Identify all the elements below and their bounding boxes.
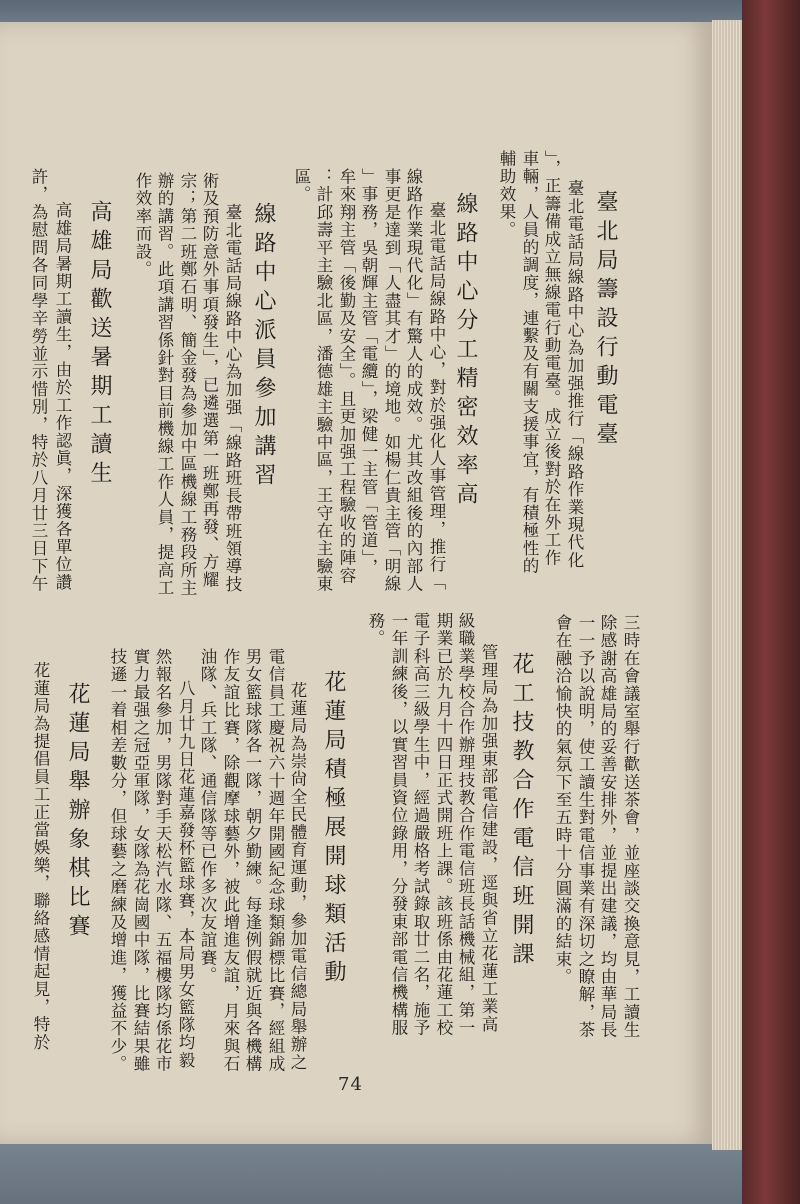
article-line: 務。 bbox=[366, 612, 385, 648]
article-line: 八月廿九日花蓮嘉發杯籃球賽，本局男女籃隊均毅 bbox=[176, 662, 195, 1070]
article-line: 許，為慰問各同學辛勞並示惜別，特於八月廿三日下午 bbox=[29, 168, 48, 593]
article-line: 會在融洽愉快的氣氛下至五時十分圓滿的結束。 bbox=[553, 614, 572, 986]
article-line: 」事務，吳朝輝主管「電纜」，梁健一主管「管道」， bbox=[359, 168, 378, 577]
article-line: 然報名參加，男隊對手天松汽水隊、五福樓隊均係花市 bbox=[153, 648, 172, 1073]
article-line: 辦的講習。此項講習係針對目前機線工作人員，提高工 bbox=[155, 172, 174, 597]
article-line: 作效率而設。 bbox=[133, 172, 152, 279]
article-heading: 線路中心派員參加講習 bbox=[251, 202, 276, 492]
article-line: 牟來翔主管「後勤及安全」。且更加强工程驗收的陣容 bbox=[337, 168, 356, 585]
article-line: 一年訓練後，以實習員資位錄用，分發東部電信機構服 bbox=[389, 612, 408, 1037]
article-line: 男女籃球隊各一隊，朝夕勤練。每逢例假就近與各機構 bbox=[243, 648, 262, 1073]
article-line: 宗；第二班鄭石明、簡金發為參加中區機線工務段所主 bbox=[178, 172, 197, 597]
article-heading: 高雄局歡送暑期工讀生 bbox=[87, 200, 112, 490]
article-line: 車輛，人員的調度，連繫及有關支援事宜，有積極性的 bbox=[520, 150, 539, 575]
article-line: 事更是達到「人盡其才」的境地。如楊仁貴主管「明線 bbox=[382, 168, 401, 593]
article-line: 除感謝高雄局的妥善安排外，並提出建議，均由華局長 bbox=[598, 614, 617, 1039]
article-line: 區。 bbox=[292, 168, 311, 204]
article-line: 電子科高三級學生中，經過嚴格考試錄取廿二名，施予 bbox=[411, 612, 430, 1037]
book-page bbox=[0, 22, 712, 1144]
article-line: 作友誼比賽，除觀摩球藝外，被此增進友誼，月來與石 bbox=[221, 648, 240, 1073]
article-line: 油隊、兵工隊、通信隊等已作多次友誼賽。 bbox=[198, 648, 217, 985]
article-heading: 線路中心分工精密效率高 bbox=[453, 192, 478, 511]
book-cover-edge bbox=[742, 0, 800, 1204]
backdrop-bottom bbox=[0, 1134, 800, 1204]
article-line: 臺北電話局線路中心，對於强化人事管理，推行「 bbox=[427, 184, 446, 592]
article-line: 期業已於九月十四日正式開班上課。該班係由花蓮工校 bbox=[434, 612, 453, 1037]
article-line: 線路作業現代化」有驚人的成效。尤其改組後的內部人 bbox=[404, 168, 423, 593]
article-line: ：計邱壽平主驗北區，潘德雄主驗中區，王守在主驗東 bbox=[314, 168, 333, 593]
article-line: 三時在會議室舉行歡送茶會，並座談交換意見，工讀生 bbox=[621, 614, 640, 1039]
article-line: 一一予以說明，使工讀生對電信事業有深切之瞭解，茶 bbox=[576, 614, 595, 1039]
page-stack-edges bbox=[712, 20, 742, 1150]
article-line: 花蓮局為崇尙全民體育運動，參加電信總局舉辦之 bbox=[288, 664, 307, 1072]
article-line: 」，正籌備成立無線電行動電臺。成立後對於在外工作 bbox=[542, 150, 561, 567]
article-line: 輔助效果。 bbox=[497, 150, 516, 239]
article-line: 級職業學校合作辦理技教合作電信班長話機械組，第一 bbox=[456, 612, 475, 1037]
article-line: 花蓮局為提倡員工正當娛樂，聯絡感情起見，特於 bbox=[31, 644, 50, 1052]
article-line: 臺北電話局線路中心為加强推行「線路作業現代化 bbox=[565, 162, 584, 570]
page-number: 74 bbox=[338, 1074, 363, 1095]
article-heading: 臺北局籌設行動電臺 bbox=[593, 190, 618, 451]
article-line: 術及預防意外事項發生」，已遴選第一班鄭再發、方耀 bbox=[200, 172, 219, 589]
article-line: 高雄局暑期工讀生，由於工作認眞，深獲各單位讚 bbox=[53, 184, 72, 592]
article-heading: 花工技教合作電信班開課 bbox=[509, 652, 534, 971]
article-heading: 花蓮局舉辦象棋比賽 bbox=[65, 682, 90, 943]
article-line: 技遜一着相差數分，但球藝之磨練及增進，獲益不少。 bbox=[108, 648, 127, 1073]
article-heading: 花蓮局積極展開球類活動 bbox=[321, 670, 346, 989]
article-line: 管理局為加强東部電信建設，逕與省立花蓮工業高 bbox=[479, 626, 498, 1034]
article-line: 臺北電話局線路中心為加强「線路班長帶班領導技 bbox=[223, 186, 242, 594]
article-line: 電信員工慶祝六十週年開國紀念球類錦標比賽，經組成 bbox=[266, 648, 285, 1073]
article-line: 實力最强之冠亞軍隊，女隊為花崗國中隊，比賽結果雖 bbox=[131, 648, 150, 1073]
